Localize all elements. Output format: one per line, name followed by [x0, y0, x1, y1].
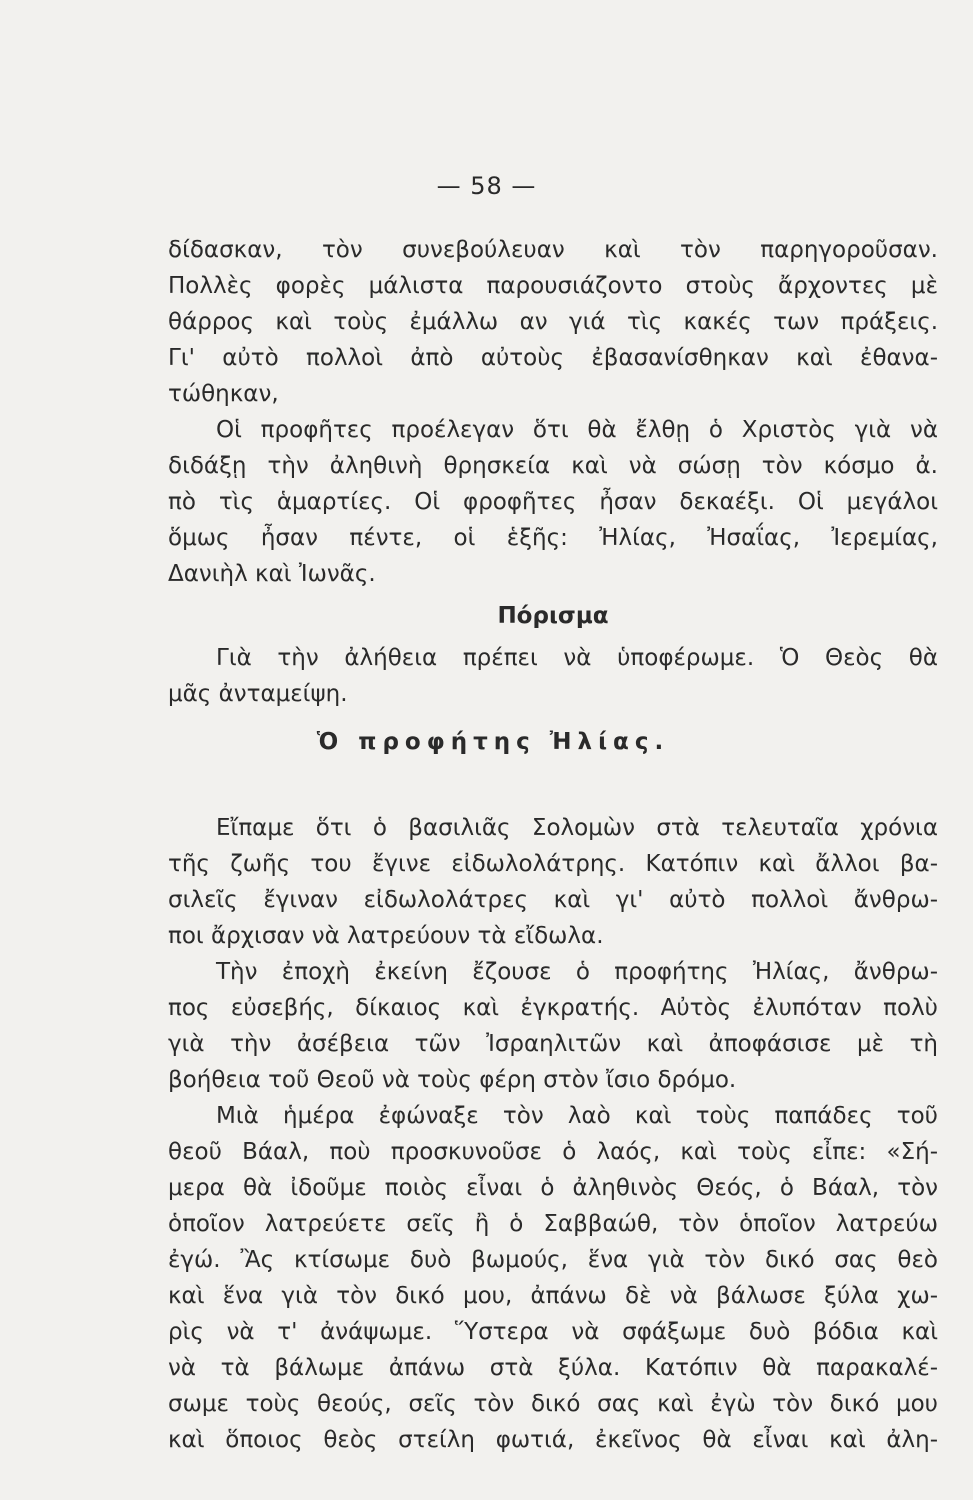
- text-line: ποι ἄρχισαν νὰ λατρεύουν τὰ εἴδωλα.: [168, 923, 604, 949]
- text-line: νὰ τὰ βάλωμε ἀπάνω στὰ ξύλα. Κατόπιν θὰ παρακαλέ-: [168, 1355, 938, 1381]
- text-line: πὸ τὶς ἁμαρτίες. Οἱ φροφῆτες ἦσαν δεκαέξι. Οἱ μεγάλοι: [168, 489, 938, 515]
- text-line: μερα θὰ ἰδοῦμε ποιὸς εἶναι ὁ ἀληθινὸς Θεός, ὁ Βάαλ, τὸν: [168, 1175, 938, 1201]
- text-line: Δανιὴλ καὶ Ἰωνᾶς.: [168, 561, 376, 587]
- text-line: θάρρος καὶ τοὺς ἐμάλλω αν γιά τὶς κακές των πράξεις.: [168, 309, 938, 335]
- text-line: τώθηκαν,: [168, 381, 279, 407]
- text-line: βοήθεια τοῦ Θεοῦ νὰ τοὺς φέρη στὸν ἴσιο δρόμο.: [168, 1067, 737, 1093]
- text-line: γιὰ τὴν ἀσέβεια τῶν Ἰσραηλιτῶν καὶ ἀποφάσισε μὲ τὴ: [168, 1031, 938, 1057]
- text-line: ρὶς νὰ τ' ἀνάψωμε. Ὕστερα νὰ σφάξωμε δυὸ βόδια καὶ: [168, 1319, 938, 1345]
- text-line: Γιὰ τὴν ἀλήθεια πρέπει νὰ ὑποφέρωμε. Ὁ Θεὸς θὰ: [216, 645, 938, 671]
- text-line: σιλεῖς ἔγιναν εἰδωλολάτρες καὶ γι' αὐτὸ πολλοὶ ἄνθρω-: [168, 887, 938, 913]
- text-line: Πολλὲς φορὲς μάλιστα παρουσιάζοντο στοὺς ἄρχοντες μὲ: [168, 273, 938, 299]
- text-line: Οἱ προφῆτες προέλεγαν ὅτι θὰ ἔλθῃ ὁ Χριστὸς γιὰ νὰ: [216, 417, 938, 443]
- text-line: καὶ ὅποιος θεὸς στείλη φωτιά, ἐκεῖνος θὰ εἶναι καὶ ἀλη-: [168, 1427, 938, 1453]
- section-heading-elias: Ὁ προφήτης Ἠλίας.: [316, 729, 670, 755]
- text-line: ἐγώ. Ἂς κτίσωμε δυὸ βωμούς, ἕνα γιὰ τὸν δικό σας θεὸ: [168, 1247, 938, 1273]
- text-line: τῆς ζωῆς του ἔγινε εἰδωλολάτρης. Κατόπιν καὶ ἄλλοι βα-: [168, 851, 938, 877]
- text-line: ὅμως ἦσαν πέντε, οἱ ἑξῆς: Ἠλίας, Ἠσαΐας, Ἰερεμίας,: [168, 525, 938, 551]
- text-line: διδάξῃ τὴν ἀληθινὴ θρησκεία καὶ νὰ σώσῃ τὸν κόσμο ἀ.: [168, 453, 938, 479]
- text-line: καὶ ἕνα γιὰ τὸν δικό μου, ἀπάνω δὲ νὰ βάλωσε ξύλα χω-: [168, 1283, 938, 1309]
- text-line: δίδασκαν, τὸν συνεβούλευαν καὶ τὸν παρηγοροῦσαν.: [168, 237, 938, 263]
- text-line: Τὴν ἐποχὴ ἐκείνη ἔζουσε ὁ προφήτης Ἠλίας, ἄνθρω-: [216, 959, 938, 985]
- text-line: ὁποῖον λατρεύετε σεῖς ἢ ὁ Σαββαώθ, τὸν ὁποῖον λατρεύω: [168, 1211, 938, 1237]
- text-line: μᾶς ἀνταμείψη.: [168, 681, 348, 707]
- text-line: Μιὰ ἡμέρα ἐφώναξε τὸν λαὸ καὶ τοὺς παπάδες τοῦ: [216, 1103, 938, 1129]
- text-line: σωμε τοὺς θεούς, σεῖς τὸν δικό σας καὶ ἐγὼ τὸν δικό μου: [168, 1391, 938, 1417]
- text-line: Εἴπαμε ὅτι ὁ βασιλιᾶς Σολομὼν στὰ τελευταῖα χρόνια: [216, 815, 938, 841]
- text-line: Γι' αὐτὸ πολλοὶ ἀπὸ αὐτοὺς ἐβασανίσθηκαν καὶ ἐθανα-: [168, 345, 938, 371]
- page-number: — 58 —: [436, 172, 537, 200]
- paragraphs-prophets: [168, 232, 938, 772]
- section-heading-porisma: Πόρισμα: [497, 603, 609, 629]
- text-line: πος εὐσεβής, δίκαιος καὶ ἐγκρατής. Αὐτὸς ἐλυπόταν πολὺ: [168, 995, 938, 1021]
- text-line: θεοῦ Βάαλ, ποὺ προσκυνοῦσε ὁ λαός, καὶ τοὺς εἶπε: «Σή-: [168, 1139, 938, 1165]
- paragraphs-elias: [168, 810, 938, 1458]
